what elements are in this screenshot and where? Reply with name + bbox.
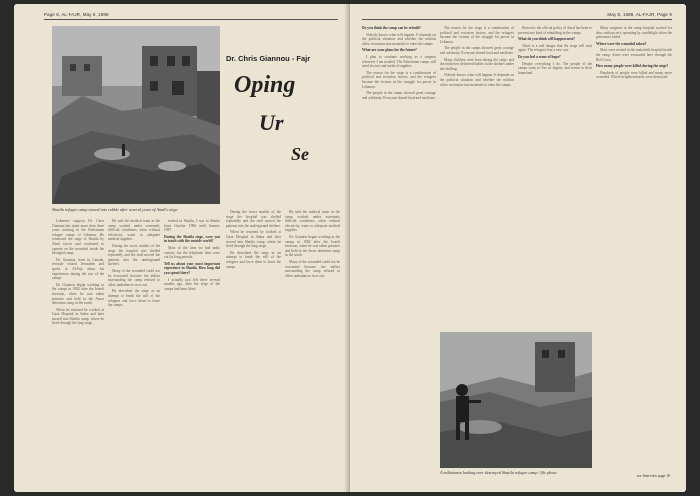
- paragraph: Dr. Giannou began working in the camps in 1982 after the Israeli invasion, when he was taken prisoner and held in the Ansar detention camp in the south.: [285, 234, 340, 258]
- paragraph: I plan to continue working as a surgeon wherever I am needed. The Palestinian camps still need doctors and medical supplies.: [362, 54, 436, 69]
- paragraph: Many of the wounded could not be evacuated because the militia surrounding the camp refused to allow ambulances in or out.: [285, 259, 340, 278]
- right-column-4: [596, 26, 672, 466]
- right-column-2: [440, 26, 514, 326]
- paragraph: Most of the time we had radio contact, but the telephone lines were cut for long periods.: [164, 245, 220, 260]
- question: Where were the wounded taken?: [596, 41, 647, 46]
- paragraph: There is a real danger that the siege will start again. The refugees fear a new war.: [518, 43, 592, 53]
- left-folio: Page 8, AL-FAJR, May 8, 1988: [44, 12, 109, 17]
- question: Tell us about your most important experience in Shatila. How long did you spend there?: [164, 261, 220, 275]
- paragraph: Dr. Giannou began working in the camps in 1982 after the Israeli invasion, when he was taken prisoner and held in the Ansar detention camp in the south.: [52, 282, 104, 306]
- left-column-3: [164, 219, 220, 481]
- paragraph: However, the official policy of Amal has been to prevent any kind of rebuilding in the camps.: [518, 26, 592, 35]
- paragraph: Lebanese surgeon Dr. Chris Giannou has spent more than three years working in the Palestinian refugee camps of Lebanon. He witnessed the siege of Shatila by Amal forces and continued to operate on the wounded inside the besieged camp.: [52, 219, 104, 256]
- paragraph: Nobody knows what will happen. It depends on the political situation and whether the militias allow reconstruction materials to enter the camps.: [362, 32, 436, 46]
- paragraph: Many surgeons in the camp hospital worked for days without rest, operating by candlelight when the generators failed.: [596, 26, 672, 40]
- header-rule: [362, 19, 672, 20]
- rubble-image: [52, 26, 220, 204]
- paragraph: During the worst months of the siege the hospital was shelled repeatedly and the staff moved the patients into the underground shelters.: [226, 210, 281, 228]
- paragraph: When he returned he worked at Gaza Hospital in Sabra and later moved into Shatila camp, where he lived through the long siege.: [52, 307, 104, 326]
- militiaman-photo: [440, 332, 592, 468]
- title-word-1: Oping: [234, 72, 296, 98]
- paragraph: He said the medical team in the camp worked under extremely difficult conditions, often without electricity, water or adequate medical supplies.: [285, 210, 340, 233]
- paragraph: He described the siege as an attempt to break the will of the refugees and force them to leave the camps.: [108, 289, 160, 308]
- paragraph: Dr. Giannou, born in Canada, recently visited Jerusalem and spoke to Al-Fajr about his experiences during the war of the camps.: [52, 257, 104, 281]
- paragraph: He described the siege as an attempt to break the will of the refugees and force them to leave the camps.: [226, 250, 281, 269]
- paragraph: The reason for the siege is a combination of political and sectarian factors, and the refugees became the victims of the struggle for power in Lebanon.: [440, 26, 514, 44]
- question: Do you feel a sense of hope?: [518, 54, 561, 59]
- right-photo-caption: A militiaman looking over destroyed Shatila refugee camp / file photo: [440, 470, 557, 475]
- paragraph: During the worst months of the siege the hospital was shelled repeatedly and the staff moved the patients into the underground shelters.: [108, 243, 160, 267]
- left-column-2: [108, 219, 160, 481]
- right-column-1: [362, 26, 436, 482]
- paragraph: The people in the camps showed great courage and solidarity. Everyone shared food and medicine.: [440, 46, 514, 55]
- article-byline: Dr. Chris Giannou - Fajr: [226, 54, 311, 63]
- left-photo-caption: Shatila refugee camp turned into rubble after several years of Amal's siege: [52, 207, 178, 212]
- paragraph: When he returned he worked at Gaza Hospital in Sabra and later moved into Shatila camp, where he lived through the long siege.: [226, 230, 281, 249]
- destroyed-camp-image: [440, 332, 592, 468]
- question: During the Shatila siege, were you in touch with the outside world?: [164, 234, 220, 244]
- paragraph: treated in Shatila, I was in Shatila from October 1986 until January 1987.: [164, 219, 220, 233]
- left-column-5: [285, 210, 340, 480]
- paragraph: Nobody knows what will happen. It depends on the political situation and whether the militias allow reconstruction materials to enter the camps.: [440, 73, 514, 87]
- left-page: [14, 4, 350, 492]
- paragraph: Most were treated in the makeshift hospital inside the camp. Some were evacuated later through the Red Cross.: [596, 48, 672, 62]
- paragraph: The people in the camps showed great courage and solidarity. Everyone shared food and medicine.: [362, 91, 436, 100]
- question: What do you think will happen next?: [518, 37, 575, 42]
- paragraph: Hundreds of people were killed and many more wounded. Whole neighbourhoods were destroyed.: [596, 70, 672, 80]
- question: What are your plans for the future?: [362, 48, 417, 53]
- paragraph: He said the medical team in the camp worked under extremely difficult conditions, often without electricity, water or adequate medical supplies.: [108, 219, 160, 242]
- left-column-1: [52, 219, 104, 481]
- right-folio: May 8, 1988, AL-FAJR, Page 9: [607, 12, 672, 17]
- paragraph: Despite everything I do. The people of the camps want to live in dignity and return to their homeland.: [518, 61, 592, 75]
- right-page: [350, 4, 686, 492]
- header-rule: [44, 19, 338, 20]
- question: Do you think the camp can be rebuilt?: [362, 26, 421, 30]
- question: How many people were killed during the siege?: [596, 64, 669, 69]
- shatila-ruins-photo: [52, 26, 220, 204]
- paragraph: I actually just left there several months ago, after the siege of the camps had been lifted.: [164, 277, 220, 291]
- magazine-spread: [14, 4, 686, 492]
- paragraph: Many children were born during the siege, and the midwives delivered babies in the shelters under the shelling.: [440, 57, 514, 71]
- left-column-4: [226, 210, 281, 480]
- paragraph: The reason for the siege is a combination of political and sectarian factors, and the refugees became the victims of the struggle for power in Lebanon.: [362, 70, 436, 89]
- title-word-3: Se: [291, 144, 309, 164]
- continued-notice: see Interview page 10: [636, 474, 670, 478]
- right-column-3: [518, 26, 592, 326]
- title-word-2: Ur: [259, 110, 284, 135]
- paragraph: Many of the wounded could not be evacuated because the militia surrounding the camp refused to allow ambulances in or out.: [108, 268, 160, 287]
